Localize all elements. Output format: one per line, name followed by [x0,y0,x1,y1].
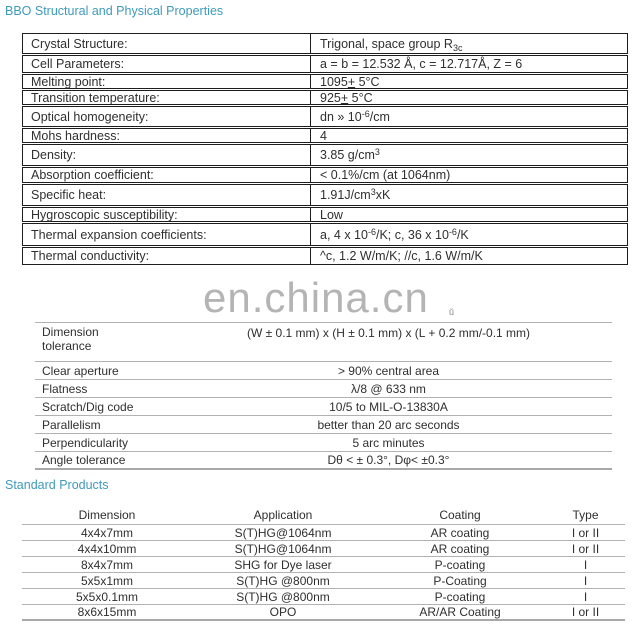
spec-value: better than 20 arc seconds [317,417,460,432]
spec-label-text: Perpendicularity [42,435,129,450]
property-row [22,106,628,127]
value-segment: a = b = 12.532 Å, c = 12.717Å, Z = 6 [320,57,523,71]
physical-properties-table [22,33,628,266]
property-value [311,188,627,202]
property-label: Optical homogeneity: [23,107,311,126]
product-row [22,573,625,589]
value-segment: Low [320,207,343,222]
value-segment: ^c, 1.2 W/m/K; //c, 1.6 W/m/K [320,249,483,263]
value-segment: 4 [320,128,327,143]
product-cell: P-Coating [433,573,487,588]
value-segment-sup: -6 [367,226,376,237]
watermark-artifact: ŭ [449,307,455,317]
value-segment: 1095 [320,74,348,89]
property-row [22,223,628,246]
product-cell: S(T)HG@1064nm [234,541,332,556]
property-row [22,90,628,105]
value-segment: /K [456,227,469,242]
property-value [311,249,627,263]
spec-label-text: Flatness [42,381,88,396]
spec-label [35,400,165,414]
product-cell: 8x4x7mm [80,557,133,572]
spec-label [35,436,165,450]
standard-products-table [22,506,625,621]
property-label: Transition temperature: [23,91,311,104]
property-row [22,74,628,89]
property-value [311,148,627,162]
product-row [22,541,625,557]
spec-label-text: Clear aperture [42,363,119,378]
product-cell: S(T)HG @800nm [236,589,330,604]
product-header-cell: Type [572,508,599,522]
product-cell: SHG for Dye laser [234,557,332,572]
product-cell: I or II [571,605,600,619]
value-segment-sup: 3 [370,187,376,197]
value-segment: < 0.1%/cm (at 1064nm) [320,168,451,182]
fabrication-specs-table [35,322,612,470]
property-label: Absorption coefficient: [23,168,311,182]
watermark-text: en.china.cn [203,274,429,321]
spec-label-text: Dimension tolerance [42,325,99,353]
product-cell: AR coating [430,525,490,540]
property-label: Thermal conductivity: [23,248,311,264]
spec-label [35,323,165,353]
value-segment-sup: -6 [361,108,370,119]
property-value [311,75,627,89]
product-cell: P-coating [434,589,486,604]
spec-value: λ/8 @ 633 nm [351,381,426,396]
value-segment-u: + [347,74,356,89]
product-cell: AR/AR Coating [419,605,501,619]
product-cell: AR coating [430,541,490,556]
product-cell: I or II [571,541,600,556]
value-segment: 925 [320,90,341,105]
spec-label-text: Angle tolerance [42,453,126,467]
value-segment: 5°C [355,74,380,89]
spec-value: (W ± 0.1 mm) x (H ± 0.1 mm) x (L + 0.2 mm/-0.1 mm) [246,326,531,340]
property-row [22,55,628,73]
property-value [311,208,627,222]
product-cell: S(T)HG@1064nm [234,525,332,540]
value-segment-sup: 3 [374,147,380,157]
value-segment: a, 4 x 10 [320,227,368,242]
product-row [22,525,625,541]
products-header-row [22,506,625,525]
property-value [311,57,627,71]
product-cell: 8x6x15mm [77,605,137,619]
property-label: Melting point: [23,75,311,88]
product-cell: I [583,589,588,604]
property-row [22,247,628,265]
spec-row [35,380,612,398]
property-label: Specific heat: [23,185,311,205]
spec-label [35,382,165,396]
property-label: Thermal expansion coefficients: [23,224,311,245]
spec-row [35,362,612,380]
property-row [22,184,628,206]
property-row [22,167,628,183]
product-cell: OPO [269,605,297,619]
spec-label [35,453,165,467]
spec-row [35,323,612,362]
value-segment: 5°C [348,90,373,105]
spec-label [35,364,165,378]
value-segment: xK [375,188,391,202]
product-cell: 5x5x1mm [80,573,133,588]
spec-value: Dθ < ± 0.3°, Dφ< ±0.3° [327,453,450,467]
value-segment-sup: -6 [448,226,457,237]
value-segment-u: + [340,90,349,105]
product-row [22,589,625,605]
value-segment: 3.85 g/cm [320,148,375,162]
product-cell: I or II [571,525,600,540]
property-label: Cell Parameters: [23,56,311,72]
product-cell: I [583,573,588,588]
product-row [22,605,625,621]
properties-section-title: BBO Structural and Physical Properties [5,4,224,18]
product-cell: S(T)HG @800nm [236,573,330,588]
spec-label [35,418,165,432]
property-value [311,91,627,105]
product-header-cell: Coating [439,508,481,522]
property-row [22,144,628,166]
property-value [311,168,627,182]
property-row [22,128,628,143]
value-segment: Trigonal, space group R [320,36,453,51]
product-row [22,557,625,573]
products-section-title: Standard Products [5,478,109,492]
spec-row [35,416,612,434]
property-row [22,207,628,222]
property-label: Crystal Structure: [23,34,311,53]
property-label: Mohs hardness: [23,129,311,142]
product-cell: 4x4x10mm [77,541,137,556]
spec-value: 5 arc minutes [352,435,425,450]
value-segment: /cm [369,109,390,124]
product-cell: 4x4x7mm [80,525,133,540]
value-segment: 1.91J/cm [320,188,371,202]
spec-row [35,398,612,416]
value-segment: /K; c, 36 x 10 [375,227,449,242]
value-segment-sub: 3c [452,42,463,53]
spec-label-text: Parallelism [42,417,101,432]
property-label: Density: [23,145,311,165]
spec-label-text: Scratch/Dig code [42,399,134,414]
property-label: Hygroscopic susceptibility: [23,208,311,221]
spec-value: > 90% central area [337,363,440,378]
property-value [311,129,627,143]
product-cell: 5x5x0.1mm [75,589,139,604]
property-value [311,110,627,124]
product-cell: P-coating [434,557,486,572]
spec-value: 10/5 to MIL-O-13830A [329,399,448,414]
product-cell: I [583,557,588,572]
spec-row [35,434,612,452]
product-header-cell: Dimension [78,508,136,522]
property-row [22,33,628,54]
property-value [311,228,627,242]
spec-row [35,452,612,470]
product-header-cell: Application [253,508,313,522]
value-segment: dn » 10 [320,109,362,124]
property-value [311,37,627,51]
